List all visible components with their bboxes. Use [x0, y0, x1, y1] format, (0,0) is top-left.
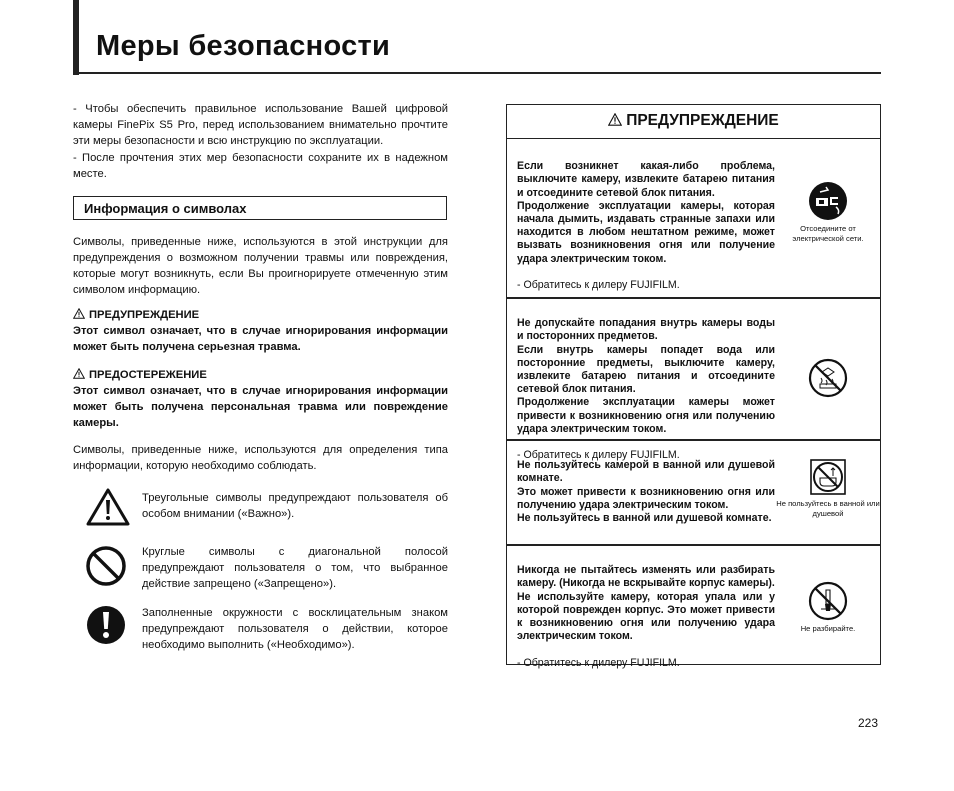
- header-vertical-bar: [73, 0, 79, 75]
- section-heading-symbols: Информация о символах: [73, 196, 447, 220]
- intro-paragraph-2: - После прочтения этих мер безопасности сохраните их в надежном месте.: [73, 152, 448, 180]
- header-rule: [73, 72, 881, 74]
- no-bathroom-icon: [776, 458, 880, 496]
- warning-row-1-icon-caption: Отсоедините от электрической сети.: [792, 224, 864, 243]
- warning-box: [506, 104, 881, 669]
- symbol-mandatory-text: Заполненные окружности с восклицательным знаком предупреждают пользователя о действии, которое необходимо выполнить («Необходимо»).: [142, 607, 448, 651]
- warning-row-1-icon-block: [776, 181, 880, 244]
- no-water-icon: [776, 358, 880, 398]
- triangle-exclamation-icon: [85, 487, 131, 532]
- no-disassembly-icon: [776, 581, 880, 621]
- warning-row-3: [507, 440, 880, 544]
- caution-definition: [73, 367, 448, 384]
- prohibition-circle-icon: [85, 545, 127, 592]
- warning-row-2: [507, 298, 880, 462]
- warning-row-4-icon-caption: Не разбирайте.: [800, 624, 856, 633]
- caution-label: ПРЕДОСТЕРЕЖЕНИЕ: [89, 369, 207, 381]
- warning-row-3-bold: Не пользуйтесь камерой в ванной или душевой комнате. Это может привести к возникновению огня или получению удара электрическим током. Не пользуйтесь в ванной или душевой комнате.: [517, 459, 775, 525]
- warning-row-3-icon-caption: Не пользуйтесь в ванной или душевой: [776, 499, 880, 518]
- intro-paragraph-1: - Чтобы обеспечить правильное использование Вашей цифровой камеры FinePix S5 Pro, перед использованием внимательно прочтите эти меры безопасности и всю инструкцию по эксплуатации.: [73, 103, 448, 147]
- warning-row-1-normal: - Обратитесь к дилеру FUJIFILM.: [517, 279, 680, 292]
- warning-row-1-bold: Если возникнет какая-либо проблема, выключите камеру, извлеките батарею питания и отсоедините сетевой блок питания. Продолжение эксплуатации камеры, которая начала дымить, издавать странные запахи или находится в любом нештатном режиме, может вызвать возникновения огня или получение удара электрическим током.: [517, 160, 775, 265]
- page-title: Меры безопасности: [96, 30, 391, 62]
- warning-row-2-normal: - Обратитесь к дилеру FUJIFILM.: [517, 449, 680, 462]
- warning-row-1: [507, 139, 880, 298]
- warning-box-triangle-icon: [608, 113, 622, 131]
- warning-row-3-icon-block: [776, 458, 880, 519]
- filled-circle-exclamation-icon: [85, 604, 127, 651]
- caution-definition-text: Этот символ означает, что в случае игнорирования информации может быть получена персональная травма или повреждение камеры.: [73, 385, 448, 429]
- page-number: 223: [858, 716, 879, 730]
- symbol-prohibition-text: Круглые символы с диагональной полосой предупреждают пользователя о том, что выбранное действие запрещено («Запрещено»).: [142, 546, 448, 590]
- symbol-types-intro: Символы, приведенные ниже, используются для определения типа информации, которую необходимо соблюдать.: [73, 444, 448, 472]
- warning-box-title: ПРЕДУПРЕЖДЕНИЕ: [626, 112, 779, 129]
- warning-definition: [73, 307, 448, 324]
- caution-triangle-icon: [73, 368, 85, 384]
- warning-label: ПРЕДУПРЕЖДЕНИЕ: [89, 309, 200, 321]
- warning-definition-text: Этот символ означает, что в случае игнорирования информации может быть получена серьезная травма.: [73, 325, 448, 353]
- warning-row-2-bold: Не допускайте попадания внутрь камеры воды и посторонних предметов. Если внутрь камеры попадет вода или посторонние предметы, выключите камеру, извлеките батарею питания и отсоедините сетевой блок питания. Продолжение эксплуатации камеры может привести к возникновению огня или получению удара электрическим током.: [517, 317, 775, 435]
- warning-row-4: [507, 545, 880, 669]
- warning-box-header: [507, 105, 880, 139]
- symbols-intro: Символы, приведенные ниже, используются в этой инструкции для предупреждения о возможном получении травмы или повреждения, которые могут возникнуть, если Вы проигнорируете отмеченную этим символом информацию.: [73, 236, 448, 296]
- warning-row-4-bold: Никогда не пытайтесь изменять или разбирать камеру. (Никогда не вскрывайте корпус камеры). Не используйте камеру, которая упала или у которой поврежден корпус. Это может привести к возникновению огня или получению удара электрическим током.: [517, 564, 775, 643]
- warning-row-2-icon-block: [776, 358, 880, 401]
- symbol-triangle-text: Треугольные символы предупреждают пользователя об особом внимании («Важно»).: [142, 492, 448, 520]
- warning-row-4-normal: - Обратитесь к дилеру FUJIFILM.: [517, 656, 680, 669]
- unplug-icon: [776, 181, 880, 221]
- warning-triangle-icon: [73, 308, 85, 324]
- warning-row-4-icon-block: [776, 581, 880, 634]
